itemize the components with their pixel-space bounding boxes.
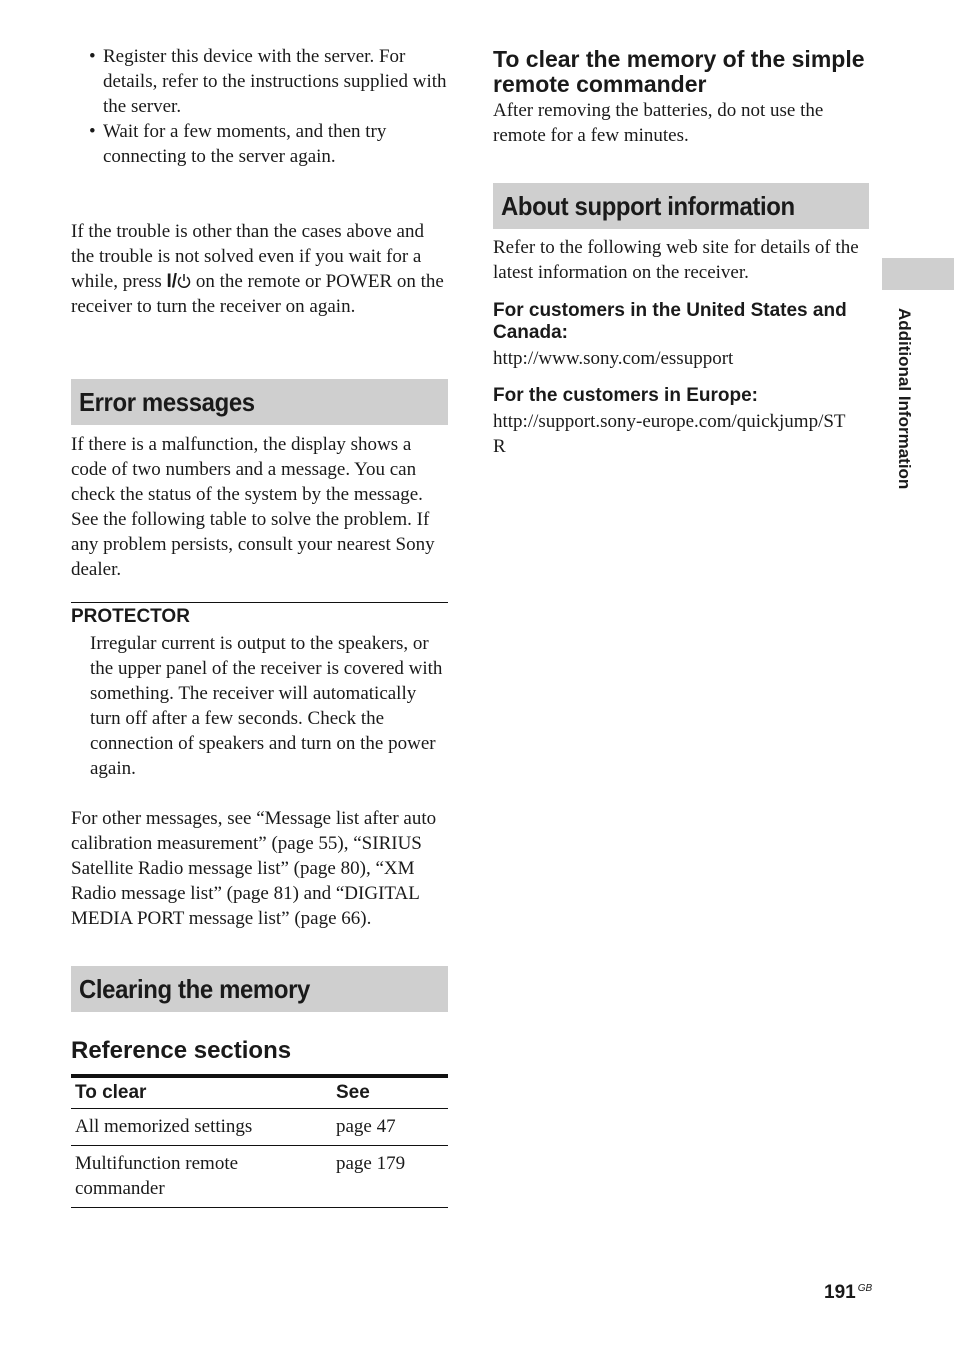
support-info-heading: About support information bbox=[493, 183, 869, 229]
clearing-memory-heading: Clearing the memory bbox=[71, 966, 448, 1012]
clear-remote-text: After removing the batteries, do not use the remote for a few minutes. bbox=[493, 100, 824, 146]
us-customers-label: For customers in the United States and Canada: bbox=[493, 300, 847, 343]
protector-label: PROTECTOR bbox=[71, 606, 190, 627]
page-number: 191 $^{GB}$ bbox=[824, 1282, 873, 1303]
us-support-link[interactable]: http://www.sony.com/essupport bbox=[493, 348, 734, 369]
bullet-list bbox=[71, 44, 448, 169]
table-row bbox=[71, 1146, 448, 1208]
header-see: See bbox=[332, 1076, 448, 1109]
cell-page: page 179 bbox=[332, 1146, 448, 1208]
cell-page: page 47 bbox=[332, 1109, 448, 1146]
trouble-text-b: on the remote or POWER on the receiver to turn the receiver on again. bbox=[71, 271, 444, 317]
table-row bbox=[71, 1109, 448, 1146]
trouble-text-a: If the trouble is other than the cases above and the trouble is not solved even if you wait for a while, press bbox=[71, 221, 424, 292]
bullet-item: • Wait for a few moments, and then try connecting to the server again. bbox=[103, 119, 448, 169]
bullet-item: • Register this device with the server. For details, refer to the instructions supplied with the server. bbox=[103, 44, 448, 119]
other-messages-paragraph: For other messages, see “Message list after auto calibration measurement” (page 55), “SIRIUS Satellite Radio message list” (page 80), “XM Radio message list” (page 81) and “DIGITAL MEDIA PORT message list” (page 66). bbox=[71, 808, 437, 929]
page-suffix: GB bbox=[857, 1282, 873, 1294]
left-column bbox=[71, 44, 448, 1208]
right-column bbox=[493, 44, 869, 459]
cell-item: Multifunction remote commander bbox=[71, 1146, 332, 1208]
reference-table bbox=[71, 1074, 448, 1208]
table-header-row bbox=[71, 1076, 448, 1109]
cell-item: All memorized settings bbox=[71, 1109, 332, 1146]
error-messages-heading: Error messages bbox=[71, 379, 448, 425]
side-section-label: Additional Information bbox=[895, 308, 914, 490]
trouble-paragraph bbox=[71, 219, 448, 319]
error-intro: If there is a malfunction, the display shows a code of two numbers and a message. You can check the status of the system by the message. See the following table to solve the problem. If any problem persists, consult your nearest Sony dealer. bbox=[71, 434, 435, 580]
section-tab-marker bbox=[882, 258, 954, 290]
power-standby-icon: I/ bbox=[167, 271, 192, 292]
protector-text: Irregular current is output to the speakers, or the upper panel of the receiver is covered with something. The receiver will automatically turn off after a few seconds. Check the connection of speakers and turn on the power again. bbox=[90, 633, 443, 779]
eu-customers-label: For the customers in Europe: bbox=[493, 385, 758, 406]
header-to-clear: To clear bbox=[71, 1076, 332, 1109]
clear-remote-heading: To clear the memory of the simple remote commander bbox=[493, 46, 865, 97]
support-intro: Refer to the following web site for details of the latest information on the receiver. bbox=[493, 237, 859, 283]
protector-block bbox=[71, 602, 448, 781]
reference-sections-heading: Reference sections bbox=[71, 1037, 292, 1064]
eu-support-link[interactable]: http://support.sony-europe.com/quickjump/STR bbox=[493, 411, 846, 457]
